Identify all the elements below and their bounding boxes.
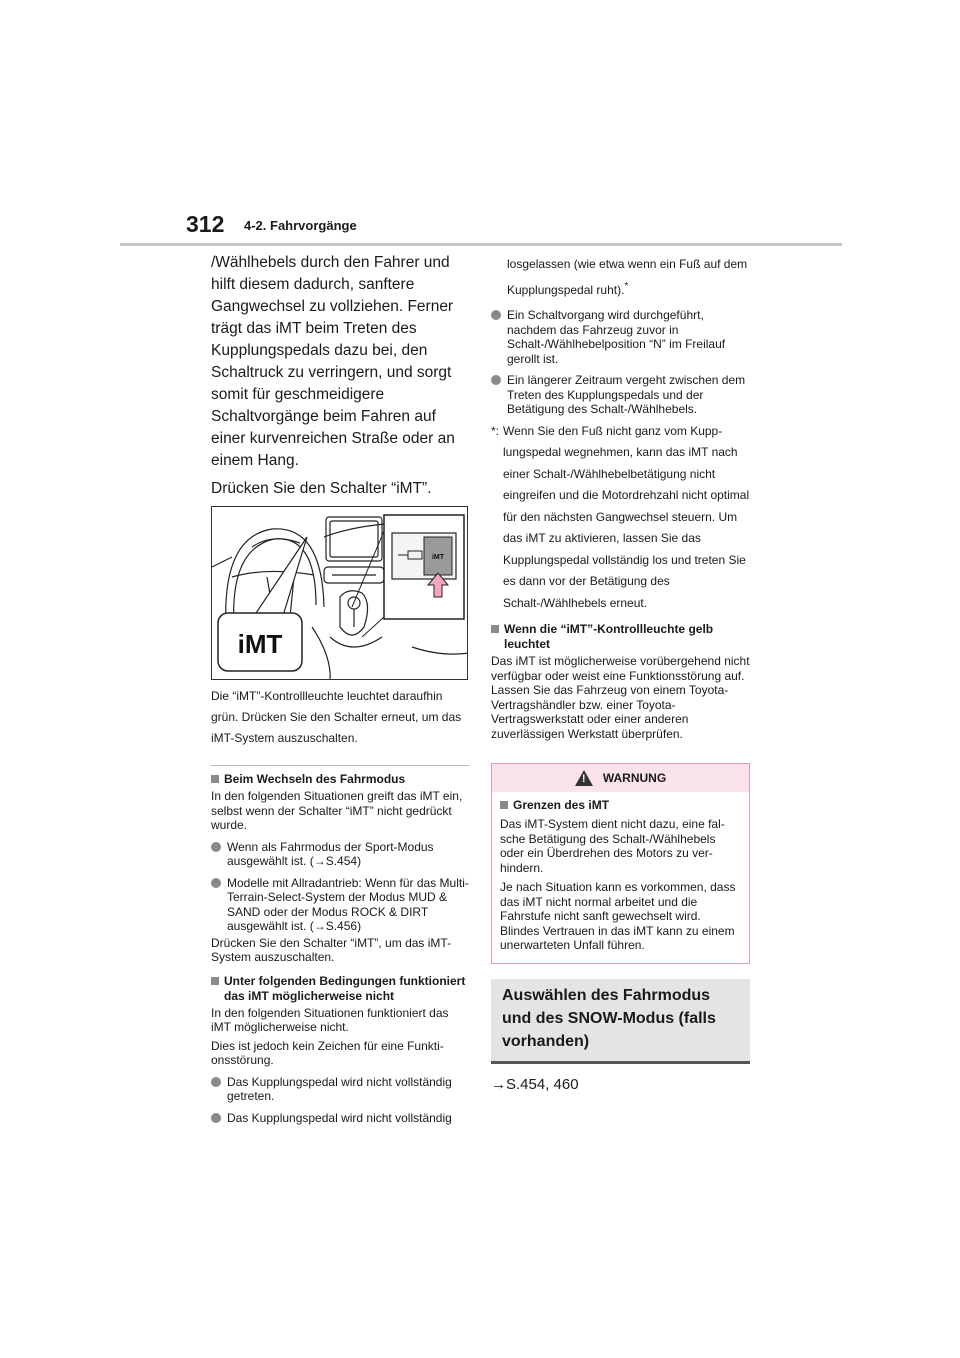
warning-title: WARNUNG	[602, 771, 667, 785]
section-heading-text: Beim Wechseln des Fahrmodus	[224, 772, 406, 786]
list-item-text: Modelle mit Allradantrieb: Wenn für das Multi-Terrain-Select-System der Modus MUD & SAND oder der Modus ROCK & DIRT ausgewählt ist. (→S.456)	[227, 875, 469, 933]
instruction: Drücken Sie den Schalter “iMT”.	[211, 480, 432, 497]
section-heading-text: Wenn die “iMT”-Kontrollleuchte gelb leuchtet	[504, 622, 714, 651]
warning-body	[492, 792, 749, 963]
section-title: 4-2. Fahrvorgänge	[244, 218, 357, 233]
square-bullet-icon	[211, 977, 219, 985]
footnote-marker: *	[624, 280, 629, 292]
paragraph: In den folgenden Situationen greift das iMT ein, selbst wenn der Schalter “iMT” nicht gedrückt wurde.	[211, 789, 463, 832]
list-item-text: Das Kupplungspedal wird nicht vollständig getreten.	[227, 1074, 452, 1103]
list-item-text: Wenn als Fahrmodus der Sport-Modus ausgewählt ist. (→S.454)	[227, 839, 434, 868]
divider	[211, 765, 469, 766]
warning-heading-text: Grenzen des iMT	[513, 798, 610, 812]
bullet-icon	[491, 375, 501, 385]
square-bullet-icon	[211, 775, 219, 783]
footnote	[491, 421, 751, 615]
section-heading	[491, 622, 751, 652]
page-reference: →S.454, 460	[491, 1075, 579, 1093]
warning-paragraph: Je nach Situation kann es vorkommen, dass das iMT nicht normal arbeitet und die Fahrstufe nicht sanft gewechselt wird. Blindes Vertrauen in das iMT kann zu einem unerwarteten Unfall führen.	[500, 880, 736, 952]
paragraph: Drücken Sie den Schalter “iMT”, um das iMT-System auszuschalten.	[211, 935, 452, 964]
list-item	[491, 373, 751, 417]
bullet-icon	[491, 310, 501, 320]
list-item-text: Das Kupplungspedal wird nicht vollständig	[227, 1110, 452, 1125]
list-item-text: Ein längerer Zeitraum vergeht zwischen dem Treten des Kupplungspedals und der Betätigung des Schalt-/Wählhebels.	[507, 373, 746, 416]
list-item	[211, 1075, 469, 1104]
footnote-text: Wenn Sie den Fuß nicht ganz vom Kupplungspedal wegnehmen, kann das iMT nach einer Schalt-/Wählhebelbetätigung nicht eingreifen und die Motordrehzahl nicht optimal für den nächsten Gangwechsel steuern. Um das iMT zu aktivieren, lassen Sie das Kupplungspedal vollständig los und treten Sie es dann vor der Betätigung des Schalt-/Wählhebels erneut.	[503, 423, 750, 610]
continued-text	[491, 254, 751, 301]
paragraph: Das iMT ist möglicherweise vorübergehend nicht verfügbar oder weist eine Funktionsstörung auf. Lassen Sie das Fahrzeug von einem Toyota-Vertragshändler bzw. einer Toyota-Vertragswerkstatt oder einer anderen zuverlässigen Werkstatt überprüfen.	[491, 654, 750, 741]
intro-text	[211, 252, 469, 500]
right-column	[491, 254, 751, 1093]
dashboard-illustration	[212, 507, 468, 680]
warning-paragraph: Das iMT-System dient nicht dazu, eine falsche Betätigung des Schalt-/Wählhebels oder ein Überdrehen des Motors zu verhindern.	[500, 817, 725, 875]
list-item	[211, 840, 469, 869]
chapter-heading-box: Auswählen des Fahrmodus und des SNOW-Modus (falls vorhanden)	[491, 979, 750, 1064]
switch-label: iMT	[431, 554, 445, 561]
continued-text-body: losgelassen (wie etwa wenn ein Fuß auf dem Kupplungspedal ruht).	[507, 257, 748, 297]
bullet-icon	[211, 878, 221, 888]
bullet-icon	[211, 842, 221, 852]
square-bullet-icon	[500, 801, 508, 809]
paragraph: Dies ist jedoch kein Zeichen für eine Funktionsstörung.	[211, 1038, 444, 1067]
header-rule	[120, 243, 842, 246]
list-item	[491, 308, 751, 366]
warning-header	[492, 764, 749, 792]
page-number: 312	[186, 211, 225, 237]
bullet-icon	[211, 1077, 221, 1087]
left-column	[211, 252, 469, 1125]
dashboard-figure	[211, 506, 468, 680]
list-item-text: Ein Schaltvorgang wird durchgeführt, nachdem das Fahrzeug zuvor in Schalt-/Wählhebelposition “N” im Freilauf gerollt ist.	[507, 308, 726, 366]
bullet-icon	[211, 1113, 221, 1123]
warning-box	[491, 763, 750, 964]
square-bullet-icon	[491, 625, 499, 633]
figure-caption: Die “iMT”-Kontrollleuchte leuchtet daraufhin grün. Drücken Sie den Schalter erneut, um das iMT-System auszuschalten.	[211, 689, 462, 745]
paragraph: In den folgenden Situationen funktioniert das iMT möglicherweise nicht.	[211, 1005, 449, 1034]
footnote-mark: *:	[491, 423, 500, 438]
callout-label: iMT	[237, 629, 283, 659]
warning-icon	[575, 770, 593, 786]
warning-heading	[500, 798, 741, 813]
intro-paragraph: /Wählhebels durch den Fahrer und hilft diesem dadurch, sanftere Gangwechsel zu vollziehen. Ferner trägt das iMT beim Treten des Kupplungspedals dazu bei, den Schaltruck zu verringern, und sorgt somit für geschmeidigere Schaltvorgänge beim Fahren auf einer kurvenreichen Straße oder an einem Hang.	[211, 254, 455, 469]
section-heading	[211, 974, 469, 1004]
section-heading	[211, 772, 469, 787]
section-heading-text: Unter folgenden Bedingungen funktioniert das iMT möglicherweise nicht	[224, 973, 466, 1003]
list-item	[211, 1111, 469, 1126]
list-item	[211, 876, 469, 934]
